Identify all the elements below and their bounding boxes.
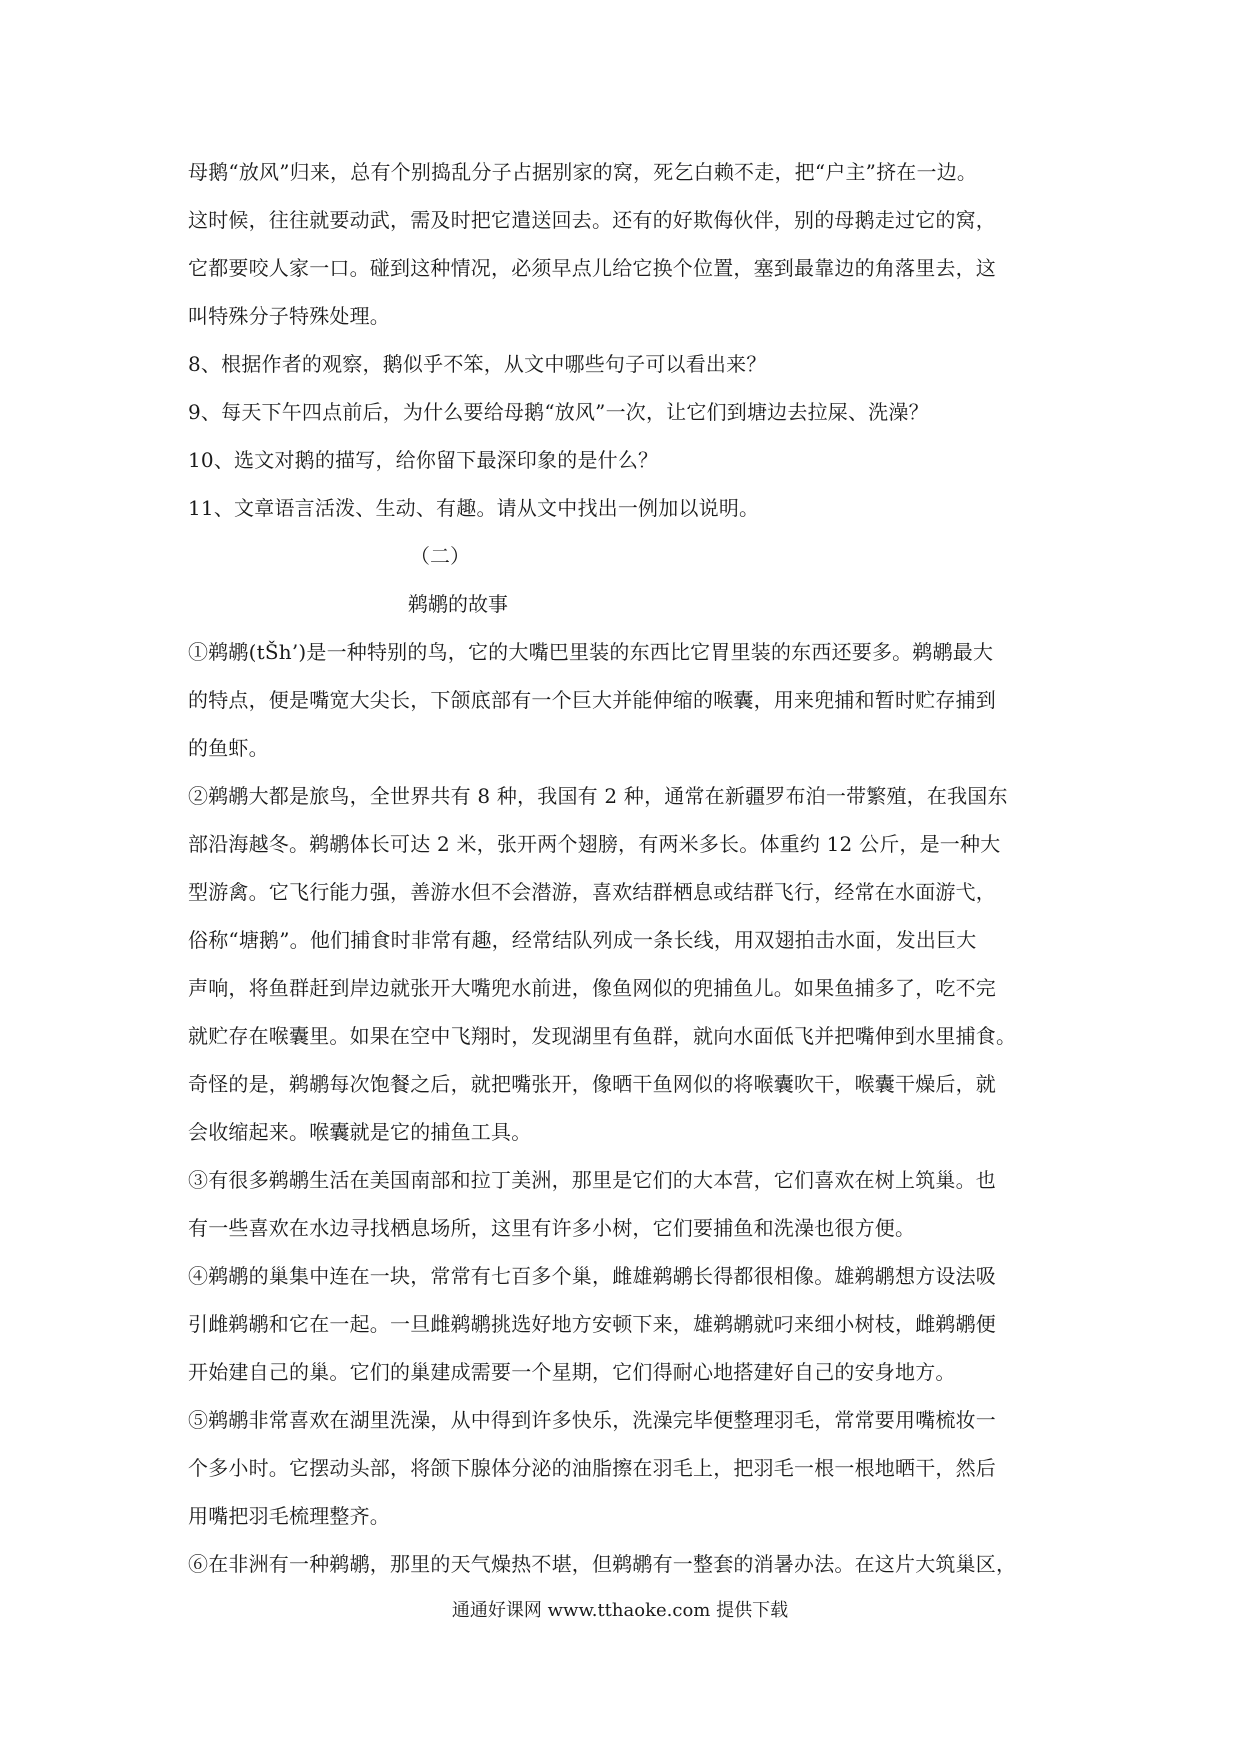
prev-passage-line: 这时候，往往就要动武，需及时把它遣送回去。还有的好欺侮伙伴，别的母鹅走过它的窝， <box>188 208 996 232</box>
prev-passage-line: 它都要咬人家一口。碰到这种情况，必须早点儿给它换个位置，塞到最靠边的角落里去，这 <box>188 256 996 280</box>
article-line: 就贮存在喉囊里。如果在空中飞翔时，发现湖里有鱼群，就向水面低飞并把嘴伸到水里捕食。 <box>188 1024 1017 1048</box>
prev-passage-line: 母鹅“放风”归来，总有个别捣乱分子占据别家的窝，死乞白赖不走，把“户主”挤在一边。 <box>188 160 978 184</box>
section-number: （二） <box>410 544 470 568</box>
article-line: 引雌鹈鹕和它在一起。一旦雌鹈鹕挑选好地方安顿下来，雄鹈鹕就叼来细小树枝，雌鹈鹕便 <box>188 1312 996 1336</box>
article-line: ⑤鹈鹕非常喜欢在湖里洗澡，从中得到许多快乐，洗澡完毕便整理羽毛，常常要用嘴梳妆一 <box>188 1408 996 1432</box>
article-line: 有一些喜欢在水边寻找栖息场所，这里有许多小树，它们要捕鱼和洗澡也很方便。 <box>188 1216 916 1240</box>
article-line: 用嘴把羽毛梳理整齐。 <box>188 1504 390 1528</box>
question-9: 9、每天下午四点前后，为什么要给母鹅“放风”一次，让它们到塘边去拉屎、洗澡？ <box>188 400 929 424</box>
page-footer: 通通好课网 www.tthaoke.com 提供下载 <box>451 1600 789 1621</box>
article-line: ①鹈鹕(tŠh’)是一种特别的鸟，它的大嘴巴里装的东西比它胃里装的东西还要多。鹈鹕最大 <box>188 640 994 664</box>
article-line: ③有很多鹈鹕生活在美国南部和拉丁美洲，那里是它们的大本营，它们喜欢在树上筑巢。也 <box>188 1168 996 1192</box>
article-line: 的特点，便是嘴宽大尖长，下颌底部有一个巨大并能伸缩的喉囊，用来兜捕和暂时贮存捕到 <box>188 688 996 712</box>
article-line: 会收缩起来。喉囊就是它的捕鱼工具。 <box>188 1120 532 1144</box>
article-line: ④鹈鹕的巢集中连在一块，常常有七百多个巢，雌雄鹈鹕长得都很相像。雄鹈鹕想方设法吸 <box>188 1264 996 1288</box>
article-line: 个多小时。它摆动头部，将颌下腺体分泌的油脂擦在羽毛上，把羽毛一根一根地晒干，然后 <box>188 1456 996 1480</box>
article-line: 开始建自己的巢。它们的巢建成需要一个星期，它们得耐心地搭建好自己的安身地方。 <box>188 1360 956 1384</box>
article-line: 奇怪的是，鹈鹕每次饱餐之后，就把嘴张开，像晒干鱼网似的将喉囊吹干，喉囊干燥后，就 <box>188 1072 996 1096</box>
article-line: 俗称“塘鹅”。他们捕食时非常有趣，经常结队列成一条长线，用双翅拍击水面，发出巨大 <box>188 928 977 952</box>
article-line: 部沿海越冬。鹈鹕体长可达 2 米，张开两个翅膀，有两米多长。体重约 12 公斤，是一种大 <box>188 832 1001 856</box>
question-10: 10、选文对鹅的描写，给你留下最深印象的是什么？ <box>188 448 659 472</box>
question-11: 11、文章语言活泼、生动、有趣。请从文中找出一例加以说明。 <box>188 496 760 520</box>
prev-passage-line: 叫特殊分子特殊处理。 <box>188 304 390 328</box>
article-line: ⑥在非洲有一种鹈鹕，那里的天气燥热不堪，但鹈鹕有一整套的消暑办法。在这片大筑巢区， <box>188 1552 1017 1576</box>
article-line: 型游禽。它飞行能力强，善游水但不会潜游，喜欢结群栖息或结群飞行，经常在水面游弋， <box>188 880 996 904</box>
article-line: 声响，将鱼群赶到岸边就张开大嘴兜水前进，像鱼网似的兜捕鱼儿。如果鱼捕多了，吃不完 <box>188 976 996 1000</box>
article-line: ②鹈鹕大都是旅鸟，全世界共有 8 种，我国有 2 种，通常在新疆罗布泊一带繁殖，在我国东 <box>188 784 1008 808</box>
article-title: 鹈鹕的故事 <box>408 592 508 616</box>
article-line: 的鱼虾。 <box>188 736 269 760</box>
question-8: 8、根据作者的观察，鹅似乎不笨，从文中哪些句子可以看出来？ <box>188 352 767 376</box>
